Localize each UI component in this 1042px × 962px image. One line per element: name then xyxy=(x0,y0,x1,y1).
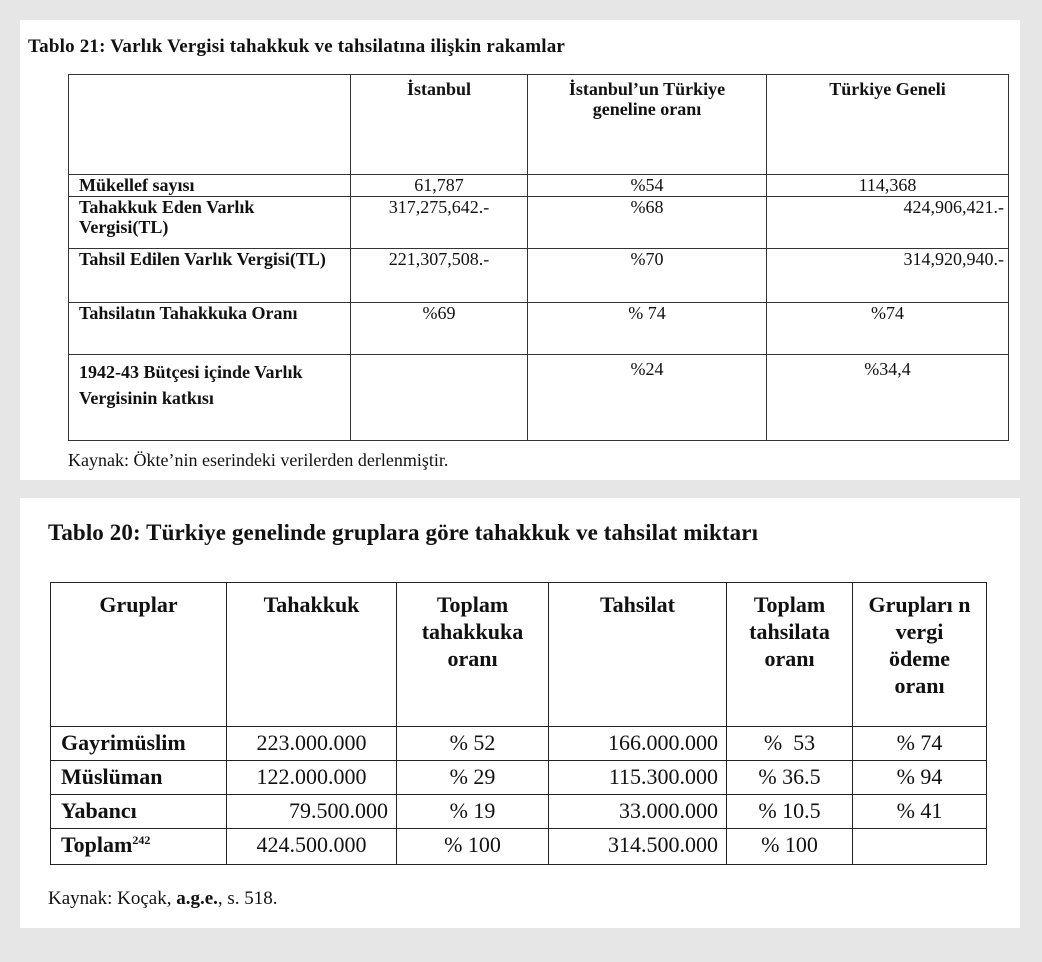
table-row xyxy=(51,829,987,865)
footnote-marker: 242 xyxy=(132,833,151,847)
row-label: Tahakkuk Eden Varlık Vergisi(TL) xyxy=(69,197,351,249)
table-row xyxy=(51,727,987,761)
cell-odeme-oran: % 94 xyxy=(853,761,987,795)
table20-header-row xyxy=(51,583,987,727)
cell-tahakkuk: 79.500.000 xyxy=(227,795,397,829)
cell-istanbul: 221,307,508.- xyxy=(351,249,528,303)
row-label: Yabancı xyxy=(51,795,227,829)
cell-odeme-oran: % 41 xyxy=(853,795,987,829)
cell-tahakkuk-oran: % 100 xyxy=(397,829,549,865)
source-suffix: , s. 518. xyxy=(217,888,278,909)
table-row xyxy=(69,303,1009,355)
row-label: Mükellef sayısı xyxy=(69,175,351,197)
toplam-label: Toplam xyxy=(61,832,133,857)
row-label-toplam xyxy=(51,829,227,865)
cell-istanbul xyxy=(351,355,528,441)
table21-header-row xyxy=(69,75,1009,175)
cell-istanbul: 317,275,642.- xyxy=(351,197,528,249)
table20-header-tahakkuk: Tahakkuk xyxy=(227,583,397,727)
cell-tahakkuk-oran: % 52 xyxy=(397,727,549,761)
row-label: 1942-43 Bütçesi içinde Varlık Vergisinin katkısı xyxy=(69,355,351,441)
cell-oran: % 74 xyxy=(528,303,767,355)
cell-tahakkuk-oran: % 19 xyxy=(397,795,549,829)
table20-panel xyxy=(20,498,1020,928)
table21-header-istanbul: İstanbul xyxy=(351,75,528,175)
table21-title: Tablo 21: Varlık Vergisi tahakkuk ve tahsilatına ilişkin rakamlar xyxy=(28,36,566,57)
cell-turkiye: 424,906,421.- xyxy=(767,197,1009,249)
cell-tahsilat: 33.000.000 xyxy=(549,795,727,829)
table20-header-tahsilat: Tahsilat xyxy=(549,583,727,727)
table20-header-gruplar: Gruplar xyxy=(51,583,227,727)
row-label: Gayrimüslim xyxy=(51,727,227,761)
cell-istanbul: %69 xyxy=(351,303,528,355)
table-row xyxy=(69,197,1009,249)
table21 xyxy=(68,74,1009,441)
source-bold: a.g.e. xyxy=(176,888,218,909)
table21-panel xyxy=(20,20,1020,480)
cell-tahsilat: 166.000.000 xyxy=(549,727,727,761)
cell-oran: %24 xyxy=(528,355,767,441)
cell-tahsilat-oran: % 10.5 xyxy=(727,795,853,829)
table20-header-odeme-oran: Grupları n vergi ödeme oranı xyxy=(853,583,987,727)
cell-tahakkuk: 424.500.000 xyxy=(227,829,397,865)
source-prefix: Kaynak: Koçak, xyxy=(48,888,177,909)
table20-source xyxy=(48,888,278,910)
cell-odeme-oran xyxy=(853,829,987,865)
cell-turkiye: %74 xyxy=(767,303,1009,355)
cell-turkiye: %34,4 xyxy=(767,355,1009,441)
cell-tahsilat: 115.300.000 xyxy=(549,761,727,795)
table21-header-oran: İstanbul’un Türkiye geneline oranı xyxy=(528,75,767,175)
table-row xyxy=(69,249,1009,303)
table20-title: Tablo 20: Türkiye genelinde gruplara göre tahakkuk ve tahsilat miktarı xyxy=(48,520,759,545)
cell-turkiye: 314,920,940.- xyxy=(767,249,1009,303)
table-row xyxy=(69,175,1009,197)
row-label: Tahsil Edilen Varlık Vergisi(TL) xyxy=(69,249,351,303)
table-row xyxy=(51,795,987,829)
cell-oran: %68 xyxy=(528,197,767,249)
table20 xyxy=(50,582,987,865)
cell-tahsilat-oran: % 53 xyxy=(727,727,853,761)
row-label: Müslüman xyxy=(51,761,227,795)
row-label: Tahsilatın Tahakkuka Oranı xyxy=(69,303,351,355)
cell-tahsilat-oran: % 100 xyxy=(727,829,853,865)
table-row xyxy=(69,355,1009,441)
table21-header-turkiye: Türkiye Geneli xyxy=(767,75,1009,175)
table21-source: Kaynak: Ökte’nin eserindeki verilerden derlenmiştir. xyxy=(68,450,449,470)
cell-tahakkuk: 223.000.000 xyxy=(227,727,397,761)
table20-header-tahakkuk-oran: Toplam tahakkuka oranı xyxy=(397,583,549,727)
cell-tahakkuk-oran: % 29 xyxy=(397,761,549,795)
cell-istanbul: 61,787 xyxy=(351,175,528,197)
cell-odeme-oran: % 74 xyxy=(853,727,987,761)
cell-oran: %54 xyxy=(528,175,767,197)
cell-tahsilat-oran: % 36.5 xyxy=(727,761,853,795)
cell-turkiye: 114,368 xyxy=(767,175,1009,197)
cell-tahsilat: 314.500.000 xyxy=(549,829,727,865)
cell-tahakkuk: 122.000.000 xyxy=(227,761,397,795)
cell-oran: %70 xyxy=(528,249,767,303)
table-row xyxy=(51,761,987,795)
table20-header-tahsilat-oran: Toplam tahsilata oranı xyxy=(727,583,853,727)
table21-header-empty xyxy=(69,75,351,175)
